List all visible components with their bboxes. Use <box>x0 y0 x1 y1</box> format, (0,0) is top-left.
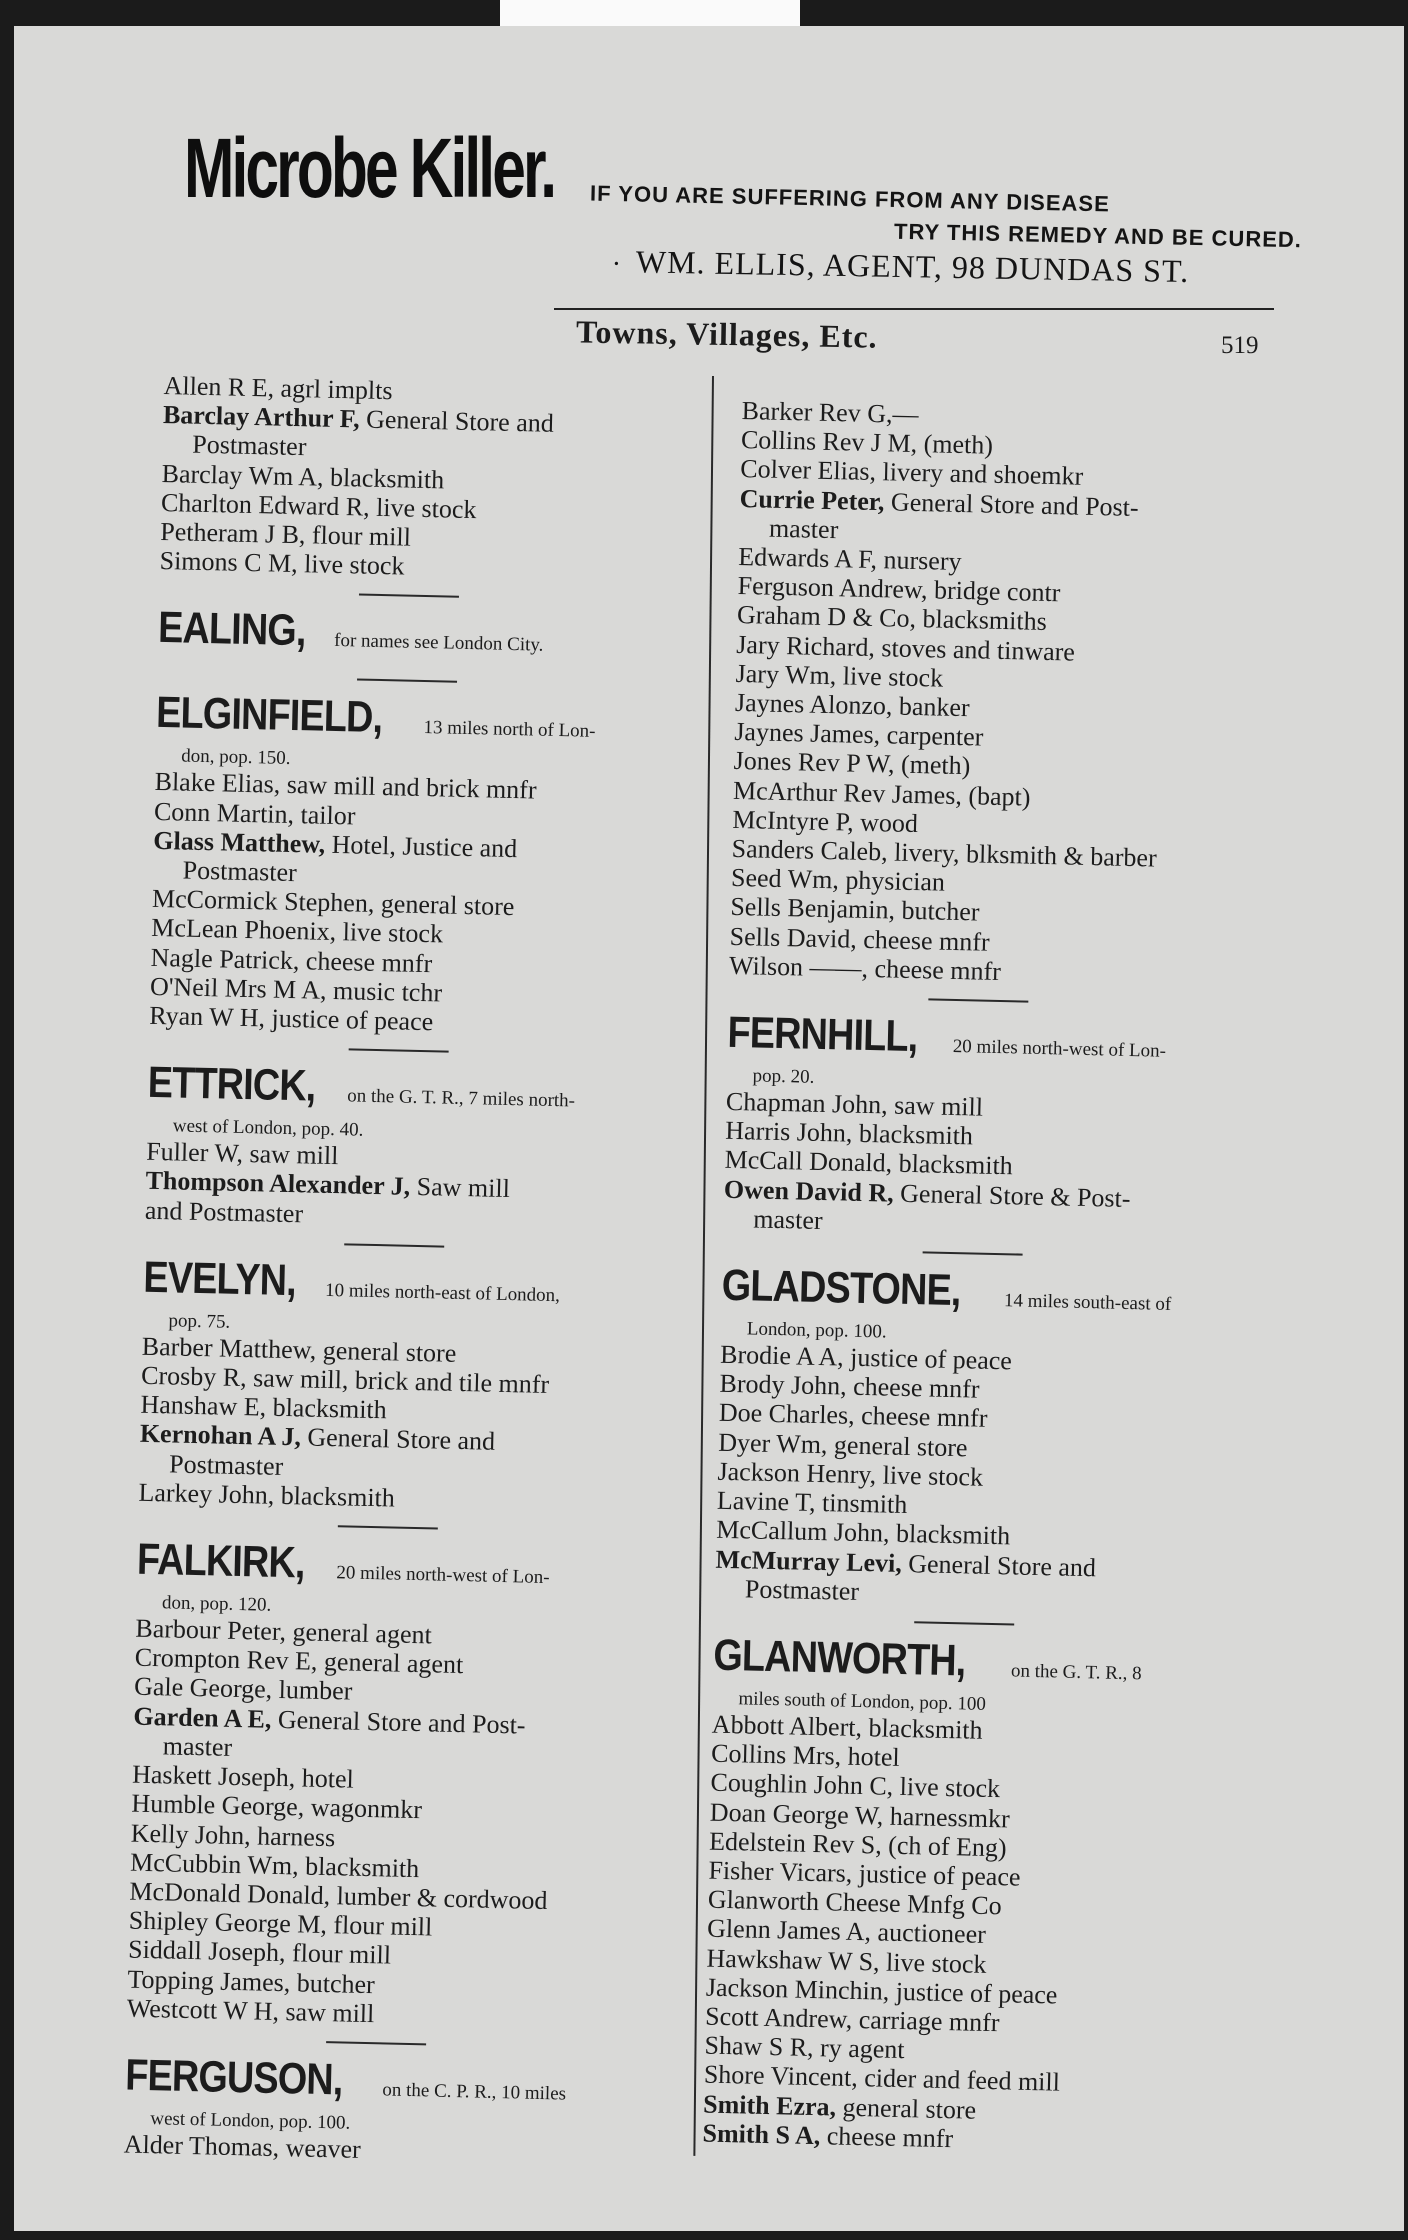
listing-entry: Brodie A A, justice of peace <box>719 1339 1013 1376</box>
listing-entry: Gale George, lumber <box>133 1672 353 1707</box>
listing-entry: McDonald Donald, lumber & cordwood <box>129 1876 548 1915</box>
listing-detail: General Store and <box>901 1548 1097 1582</box>
town-name: EVELYN, <box>142 1252 297 1306</box>
listing-entry: Barbour Peter, general agent <box>135 1613 433 1650</box>
listing-detail: General Store and Post- <box>271 1704 526 1740</box>
listing-entry: O'Neil Mrs M A, music tchr <box>149 971 443 1008</box>
section-title: Towns, Villages, Etc. <box>575 313 878 355</box>
listing-entry: Sells David, cheese mnfr <box>729 921 990 957</box>
town-description-cont: don, pop. 120. <box>161 1592 272 1616</box>
listing-entry: Jaynes James, carpenter <box>734 717 984 752</box>
listing-entry: Conn Martin, tailor <box>153 796 356 831</box>
listing-entry: Shipley George M, flour mill <box>128 1905 433 1942</box>
listing-entry: Seed Wm, physician <box>730 863 946 897</box>
listing-continuation: Postmaster <box>168 1449 284 1481</box>
listing-name-bold: Owen David R, <box>723 1174 895 1208</box>
town-description: 20 miles north-west of Lon- <box>331 1562 550 1589</box>
listing-name-bold: Garden A E, <box>133 1701 272 1734</box>
section-divider <box>344 1243 444 1247</box>
listing-entry: Jary Richard, stoves and tinware <box>736 629 1076 667</box>
section-divider <box>326 2041 426 2045</box>
listing-entry: Hawkshaw W S, live stock <box>706 1943 987 1979</box>
listing-entry: McLean Phoenix, live stock <box>151 913 444 949</box>
listing-name-bold: Smith Ezra, <box>702 2089 837 2122</box>
town-description: 13 miles north of Lon- <box>418 717 596 743</box>
town-description-cont: pop. 75. <box>168 1310 231 1333</box>
listing-entry: Charlton Edward R, live stock <box>160 487 477 524</box>
listing-entry: McIntyre P, wood <box>732 804 919 838</box>
listing-entry: McCallum John, blacksmith <box>715 1515 1011 1551</box>
listing-entry: Larkey John, blacksmith <box>138 1477 396 1513</box>
listing-entry: Barber Matthew, general store <box>141 1331 457 1368</box>
listing-entry: Kelly John, harness <box>130 1818 336 1852</box>
listing-entry: Collins Mrs, hotel <box>710 1738 900 1773</box>
listing-entry: Jary Wm, live stock <box>735 658 944 693</box>
ad-agent-text: WM. ELLIS, AGENT, 98 DUNDAS ST. <box>635 243 1190 290</box>
listing-entry: Shore Vincent, cider and feed mill <box>703 2059 1061 2097</box>
listing-entry: Ryan W H, justice of peace <box>149 1000 434 1037</box>
listing-entry: Harris John, blacksmith <box>725 1116 974 1151</box>
listing-name-bold: McMurray Levi, <box>715 1544 903 1578</box>
listing-continuation: Postmaster <box>744 1574 860 1606</box>
listing-entry: McArthur Rev James, (bapt) <box>732 775 1031 812</box>
listing-entry: Crosby R, saw mill, brick and tile mnfr <box>140 1360 550 1400</box>
listing-entry: Jackson Minchin, justice of peace <box>705 1972 1058 2010</box>
listing-entry: Barker Rev G,— <box>741 396 919 430</box>
listing-entry: Topping James, butcher <box>127 1964 376 1999</box>
listing-detail: General Store and <box>359 404 555 439</box>
listing-entry: Haskett Joseph, hotel <box>131 1759 355 1794</box>
listing-entry: Jaynes Alonzo, banker <box>734 687 970 723</box>
listing-entry: McCall Donald, blacksmith <box>724 1145 1014 1181</box>
town-name: FALKIRK, <box>136 1534 306 1588</box>
listing-detail: cheese mnfr <box>819 2120 954 2153</box>
listing-entry: Doe Charles, cheese mnfr <box>718 1398 988 1434</box>
listing-entry: Sells Benjamin, butcher <box>730 892 980 927</box>
town-description-cont: west of London, pop. 40. <box>172 1115 364 1141</box>
listing-entry: Abbott Albert, blacksmith <box>711 1709 983 1745</box>
section-divider <box>928 998 1028 1002</box>
listing-detail: General Store & Post- <box>893 1178 1131 1213</box>
ad-tagline-2: TRY THIS REMEDY AND BE CURED. <box>893 218 1303 253</box>
town-description: on the C. P. R., 10 miles <box>377 2079 567 2105</box>
ad-brand-title: Microbe Killer. <box>184 121 555 215</box>
listing-entry: Wilson ——, cheese mnfr <box>728 950 1002 986</box>
listing-entry: Nagle Patrick, cheese mnfr <box>150 942 433 978</box>
listing-entry: Lavine T, tinsmith <box>716 1485 908 1520</box>
listing-name-bold: Smith S A, <box>702 2118 821 2150</box>
listing-detail: General Store and Post- <box>884 486 1139 522</box>
town-description: 10 miles north-east of London, <box>320 1279 561 1307</box>
listing-detail: Saw mill <box>409 1172 511 1204</box>
listing-entry: Blake Elias, saw mill and brick mnfr <box>154 767 537 805</box>
listing-detail: Hotel, Justice and <box>324 829 518 863</box>
town-name: GLADSTONE, <box>721 1260 962 1316</box>
town-name: FERNHILL, <box>727 1007 918 1062</box>
listing-continuation: master <box>753 1204 823 1235</box>
listing-entry: Edelstein Rev S, (ch of Eng) <box>708 1826 1007 1863</box>
listing-name-bold: Thompson Alexander J, <box>145 1166 411 1202</box>
town-description: on the G. T. R., 8 <box>1005 1660 1142 1685</box>
ad-tagline: IF YOU ARE SUFFERING FROM ANY DISEASE <box>589 180 1111 217</box>
town-description: 20 miles north-west of Lon- <box>947 1035 1167 1062</box>
listing-name-bold: Kernohan A J, <box>139 1419 302 1452</box>
section-divider <box>359 594 459 598</box>
town-description-cont: don, pop. 150. <box>181 745 291 770</box>
listing-entry: Hanshaw E, blacksmith <box>140 1390 388 1425</box>
listing-entry: Jackson Henry, live stock <box>717 1456 984 1492</box>
listing-entry: Colver Elias, livery and shoemkr <box>740 454 1084 492</box>
town-description-cont: west of London, pop. 100. <box>150 2108 351 2134</box>
section-divider <box>349 1049 449 1053</box>
listing-entry: Fuller W, saw mill <box>145 1137 339 1171</box>
bullet-icon: • <box>613 256 621 272</box>
listing-continuation: Postmaster <box>192 430 307 462</box>
listing-entry: Westcott W H, saw mill <box>126 1993 375 2028</box>
ad-agent-address <box>614 243 1190 290</box>
listing-continuation: and Postmaster <box>144 1195 304 1229</box>
town-description-cont: miles south of London, pop. 100 <box>738 1688 987 1715</box>
listing-entry: Coughlin John C, live stock <box>710 1767 1001 1804</box>
town-name: EALING, <box>157 603 307 656</box>
listing-entry: McCubbin Wm, blacksmith <box>129 1847 420 1883</box>
listing-entry: Edwards A F, nursery <box>738 541 962 577</box>
town-name: ELGINFIELD, <box>155 688 383 743</box>
listing-entry: Scott Andrew, carriage mnfr <box>704 2001 1000 2038</box>
town-heading-ealing <box>157 605 758 674</box>
listing-entry: Dyer Wm, general store <box>717 1427 968 1463</box>
advertisement-banner <box>14 26 1404 290</box>
left-column <box>123 371 763 2172</box>
town-description: 14 miles south-east of <box>998 1290 1172 1316</box>
listing-entry: Fisher Vicars, justice of peace <box>708 1855 1021 1892</box>
listing-entry: Alder Thomas, weaver <box>123 2129 362 2164</box>
listing-entry: Jones Rev P W, (meth) <box>733 746 971 781</box>
town-name: ETTRICK, <box>147 1058 316 1111</box>
town-description: on the G. T. R., 7 miles north- <box>342 1085 576 1112</box>
right-column <box>702 396 1342 2161</box>
listing-name-bold: Glass Matthew, <box>153 825 326 859</box>
section-divider <box>357 679 457 683</box>
town-name: GLANWORTH, <box>712 1630 966 1686</box>
listing-entry: Allen R E, agrl implts <box>163 371 393 406</box>
scan-top-margin <box>500 0 800 26</box>
listing-entry: Sanders Caleb, livery, blksmith & barber <box>731 833 1158 873</box>
town-description: for names see London City. <box>329 630 544 657</box>
town-name: FERGUSON, <box>124 2050 344 2105</box>
listing-entry: Chapman John, saw mill <box>725 1086 984 1122</box>
listing-entry: Glanworth Cheese Mnfg Co <box>707 1884 1003 1921</box>
listing-entry: Graham D & Co, blacksmiths <box>736 600 1048 637</box>
listing-entry: Siddall Joseph, flour mill <box>127 1934 392 1970</box>
directory-page <box>14 26 1404 2231</box>
listing-entry: McCormick Stephen, general store <box>151 884 515 922</box>
listing-entry: Petheram J B, flour mill <box>160 516 412 552</box>
listing-continuation: Postmaster <box>182 855 298 888</box>
listing-continuation: master <box>768 513 839 545</box>
listing-entry: Shaw S R, ry agent <box>704 2030 905 2065</box>
page-number: 519 <box>1221 332 1259 359</box>
section-divider <box>338 1525 438 1529</box>
listing-name-bold: Barclay Arthur F, <box>162 400 360 434</box>
listing-entry: Glenn James A, auctioneer <box>706 1913 987 1950</box>
listing-detail: general store <box>835 2092 977 2125</box>
listing-entry: Brody John, cheese mnfr <box>719 1369 980 1404</box>
listing-entry: Ferguson Andrew, bridge contr <box>737 571 1061 608</box>
town-description-cont: London, pop. 100. <box>746 1318 887 1343</box>
listing-entry: Simons C M, live stock <box>159 546 405 581</box>
listing-detail: General Store and <box>300 1422 496 1457</box>
listing-entry: Doan George W, harnessmkr <box>709 1797 1011 1833</box>
header-rule <box>554 308 1274 310</box>
listing-entry: Collins Rev J M, (meth) <box>740 425 994 460</box>
listing-name-bold: Currie Peter, <box>739 483 885 516</box>
listing-entry: Crompton Rev E, general agent <box>134 1642 464 1680</box>
listing-entry: Barclay Wm A, blacksmith <box>161 458 445 494</box>
listing-continuation: master <box>162 1731 233 1762</box>
town-description-cont: pop. 20. <box>752 1065 815 1088</box>
section-divider <box>923 1251 1023 1255</box>
section-divider <box>914 1621 1014 1625</box>
listing-entry: Humble George, wagonmkr <box>131 1788 423 1825</box>
